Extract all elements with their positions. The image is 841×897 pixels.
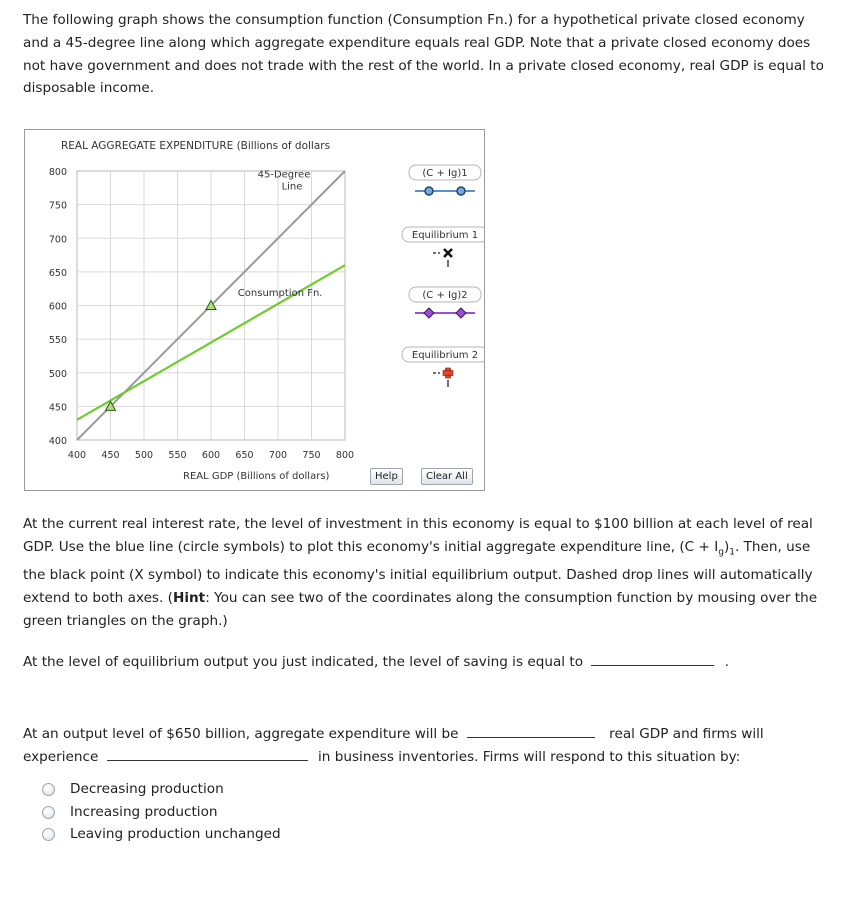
- legend-label: Equilibrium 2: [411, 350, 479, 361]
- instructions-sub-g: g: [718, 547, 724, 558]
- instructions-part1: At the current real interest rate, the level of investment in this economy is equal to $100 billion at each level of real GDP. Use the blue line (circle symbols) to plot this economy's initial aggregate expenditure line, (C + I: [23, 516, 813, 555]
- consumption-fn-label: Consumption Fn.: [237, 288, 323, 300]
- y-tick-label: 450: [48, 402, 67, 414]
- y-tick-label: 750: [48, 200, 67, 212]
- option-label-decreasing: Decreasing production: [70, 781, 224, 797]
- x-tick-label: 650: [235, 450, 254, 461]
- legend-cross-marker-h: [443, 371, 453, 376]
- hint-label: Hint: [172, 590, 206, 607]
- instructions-part3: : You can see two of the coordinates along the consumption function by mousing over the green triangles on the graph.): [23, 590, 818, 629]
- x-axis-label: REAL GDP (Billions of dollars): [183, 471, 330, 482]
- question-ae-text2: real GDP and firms will: [609, 726, 764, 742]
- legend-circle-marker: [457, 187, 465, 195]
- x-tick-label: 750: [302, 450, 321, 461]
- forty-five-degree-label: 45-Degree: [257, 169, 311, 181]
- y-tick-label: 500: [48, 368, 67, 380]
- chart-title: REAL AGGREGATE EXPENDITURE (Billions of dollars: [61, 140, 331, 152]
- chart-svg[interactable]: [25, 130, 484, 490]
- clear-all-button[interactable]: Clear All: [421, 468, 473, 485]
- x-tick-label: 400: [67, 450, 87, 461]
- x-tick-label: 550: [168, 450, 187, 461]
- x-tick-label: 600: [201, 450, 221, 461]
- option-label-unchanged: Leaving production unchanged: [70, 826, 281, 842]
- legend-item[interactable]: [409, 165, 481, 195]
- question-ae-text3: experience: [23, 749, 99, 765]
- y-tick-label: 650: [48, 267, 67, 279]
- intro-paragraph: The following graph shows the consumption function (Consumption Fn.) for a hypothetical private closed economy and a 45-degree line along which aggregate expenditure equals real GDP. Note that a private closed economy does not have government and does not trade with the rest of the world. In a private closed economy, real GDP is equal to disposable income.: [23, 12, 824, 97]
- chart-legend[interactable]: [402, 165, 484, 387]
- instructions-paren: ): [723, 538, 730, 555]
- question-saving: [23, 650, 729, 674]
- instructions-part2: . Then, use the black point (X symbol) to indicate this economy's initial equilibrium output. Dashed drop lines will automatically extend to both axes. (: [23, 538, 813, 607]
- help-button[interactable]: Help: [370, 468, 403, 485]
- legend-label: (C + Ig)1: [422, 168, 468, 179]
- radio-increasing[interactable]: [42, 806, 55, 819]
- option-unchanged-production[interactable]: [42, 826, 281, 842]
- saving-answer-dropdown[interactable]: [591, 650, 714, 666]
- option-label-increasing: Increasing production: [70, 804, 218, 820]
- ae-comparison-dropdown[interactable]: [467, 722, 595, 738]
- y-tick-label: 400: [48, 436, 67, 447]
- x-tick-label: 700: [268, 450, 288, 461]
- y-tick-label: 800: [48, 167, 67, 178]
- radio-unchanged[interactable]: [42, 828, 55, 841]
- inventory-change-dropdown[interactable]: [107, 745, 308, 761]
- legend-item[interactable]: [402, 347, 484, 387]
- y-tick-label: 600: [48, 301, 67, 313]
- y-tick-label: 550: [48, 335, 67, 347]
- legend-diamond-marker: [456, 308, 466, 318]
- radio-decreasing[interactable]: [42, 783, 55, 796]
- graph-panel[interactable]: [24, 129, 485, 491]
- question-ae-line2: [23, 745, 740, 769]
- legend-circle-marker: [425, 187, 433, 195]
- question-ae-text4: in business inventories. Firms will respond to this situation by:: [318, 749, 741, 765]
- legend-diamond-marker: [424, 308, 434, 318]
- option-increasing-production[interactable]: [42, 804, 218, 820]
- x-tick-label: 500: [134, 450, 154, 461]
- legend-label: (C + Ig)2: [422, 290, 468, 301]
- question-ae-text1: At an output level of $650 billion, aggregate expenditure will be: [23, 726, 459, 742]
- legend-item[interactable]: [402, 227, 484, 267]
- instructions-paragraph: [23, 513, 828, 633]
- y-tick-label: 700: [48, 234, 67, 246]
- option-decreasing-production[interactable]: [42, 781, 224, 797]
- x-tick-label: 450: [101, 450, 120, 461]
- forty-five-degree-label-line2: Line: [281, 181, 303, 193]
- question-saving-period: .: [724, 654, 730, 670]
- legend-label: Equilibrium 1: [411, 230, 479, 241]
- question-saving-text: At the level of equilibrium output you just indicated, the level of saving is equal to: [23, 654, 584, 670]
- x-tick-label: 800: [335, 450, 355, 461]
- question-ae-line1: [23, 722, 764, 746]
- instructions-sub-1: 1: [729, 547, 735, 558]
- legend-item[interactable]: [409, 287, 481, 318]
